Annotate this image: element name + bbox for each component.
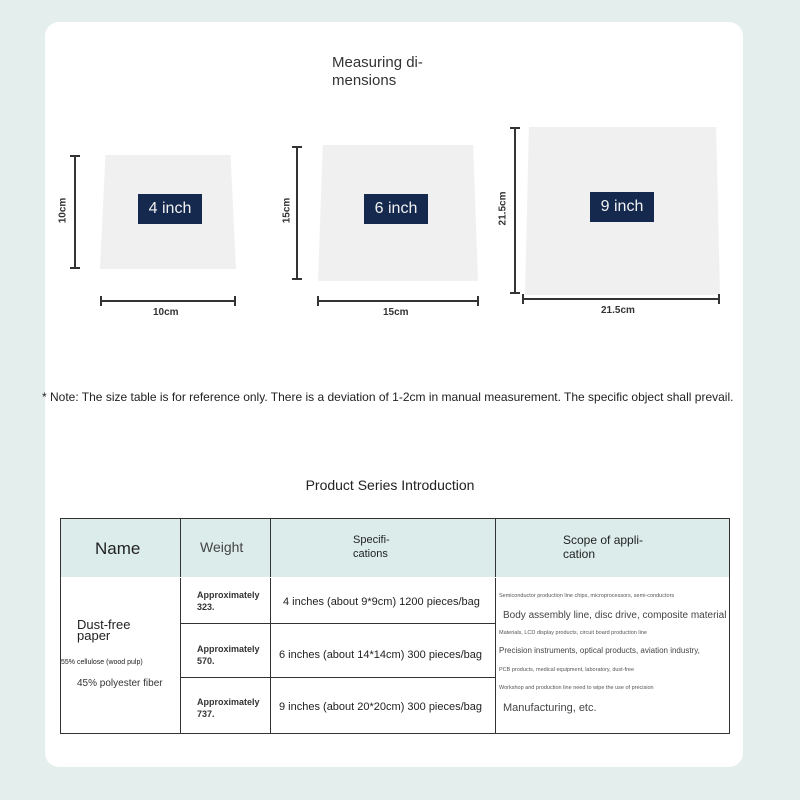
height-dimension-line-6-inch	[296, 146, 298, 280]
spec-6-inch: 6 inches (about 14*14cm) 300 pieces/bag	[279, 649, 483, 661]
size-label-4-inch: 4 inch	[138, 194, 202, 224]
col-divider	[495, 519, 496, 733]
col-divider	[180, 519, 181, 733]
product-table	[60, 518, 730, 734]
header-scope: Scope of appli- cation	[563, 533, 644, 561]
composition-polyester: 45% polyester fiber	[77, 678, 163, 689]
scope-line: Precision instruments, optical products, aviation industry,	[499, 646, 700, 655]
measure-title: Measuring di- mensions	[332, 54, 423, 89]
scope-line: Materials, LCD display products, circuit board production line	[499, 630, 647, 636]
height-label-4-inch: 10cm	[57, 197, 69, 224]
height-dimension-line-9-inch	[514, 127, 516, 294]
width-label-4-inch: 10cm	[153, 307, 179, 318]
height-label-9-inch: 21.5cm	[497, 191, 509, 226]
header-specifications: Specifi- cations	[353, 534, 390, 560]
spec-9-inch: 9 inches (about 20*20cm) 300 pieces/bag	[279, 701, 483, 713]
row-divider	[180, 677, 495, 678]
composition-cellulose: 55% cellulose (wood pulp)	[61, 659, 143, 666]
spec-4-inch: 4 inches (about 9*9cm) 1200 pieces/bag	[283, 596, 480, 608]
row-divider	[180, 623, 495, 624]
width-dimension-line-9-inch	[522, 298, 720, 300]
scope-line: Semiconductor production line chips, microprocessors, semi-conductors	[499, 593, 675, 599]
product-name: Dust-free paper	[77, 617, 131, 643]
height-dimension-line-4-inch	[74, 155, 76, 269]
header-name: Name	[95, 539, 141, 558]
weight-4-inch: Approximately 323.	[197, 590, 260, 612]
header-weight: Weight	[200, 539, 244, 555]
weight-9-inch: Approximately 737.	[197, 697, 260, 719]
scope-line: Manufacturing, etc.	[503, 702, 597, 714]
weight-6-inch: Approximately 570.	[197, 644, 260, 666]
header-divider	[61, 577, 729, 578]
size-label-9-inch: 9 inch	[590, 192, 654, 222]
size-label-6-inch: 6 inch	[364, 194, 428, 224]
col-divider	[270, 519, 271, 733]
width-dimension-line-4-inch	[100, 300, 236, 302]
scope-line: Body assembly line, disc drive, composite material	[503, 610, 727, 621]
height-label-6-inch: 15cm	[281, 197, 293, 224]
width-label-6-inch: 15cm	[383, 307, 409, 318]
scope-line: Workshop and production line need to wipe the use of precision	[499, 685, 654, 691]
width-dimension-line-6-inch	[317, 300, 479, 302]
size-note: * Note: The size table is for reference only. There is a deviation of 1-2cm in manual measurement. The specific object shall prevail.	[42, 390, 734, 404]
width-label-9-inch: 21.5cm	[601, 305, 635, 316]
series-title: Product Series Introduction	[305, 477, 475, 493]
scope-line: PCB products, medical equipment, laboratory, dust-free	[499, 667, 635, 673]
